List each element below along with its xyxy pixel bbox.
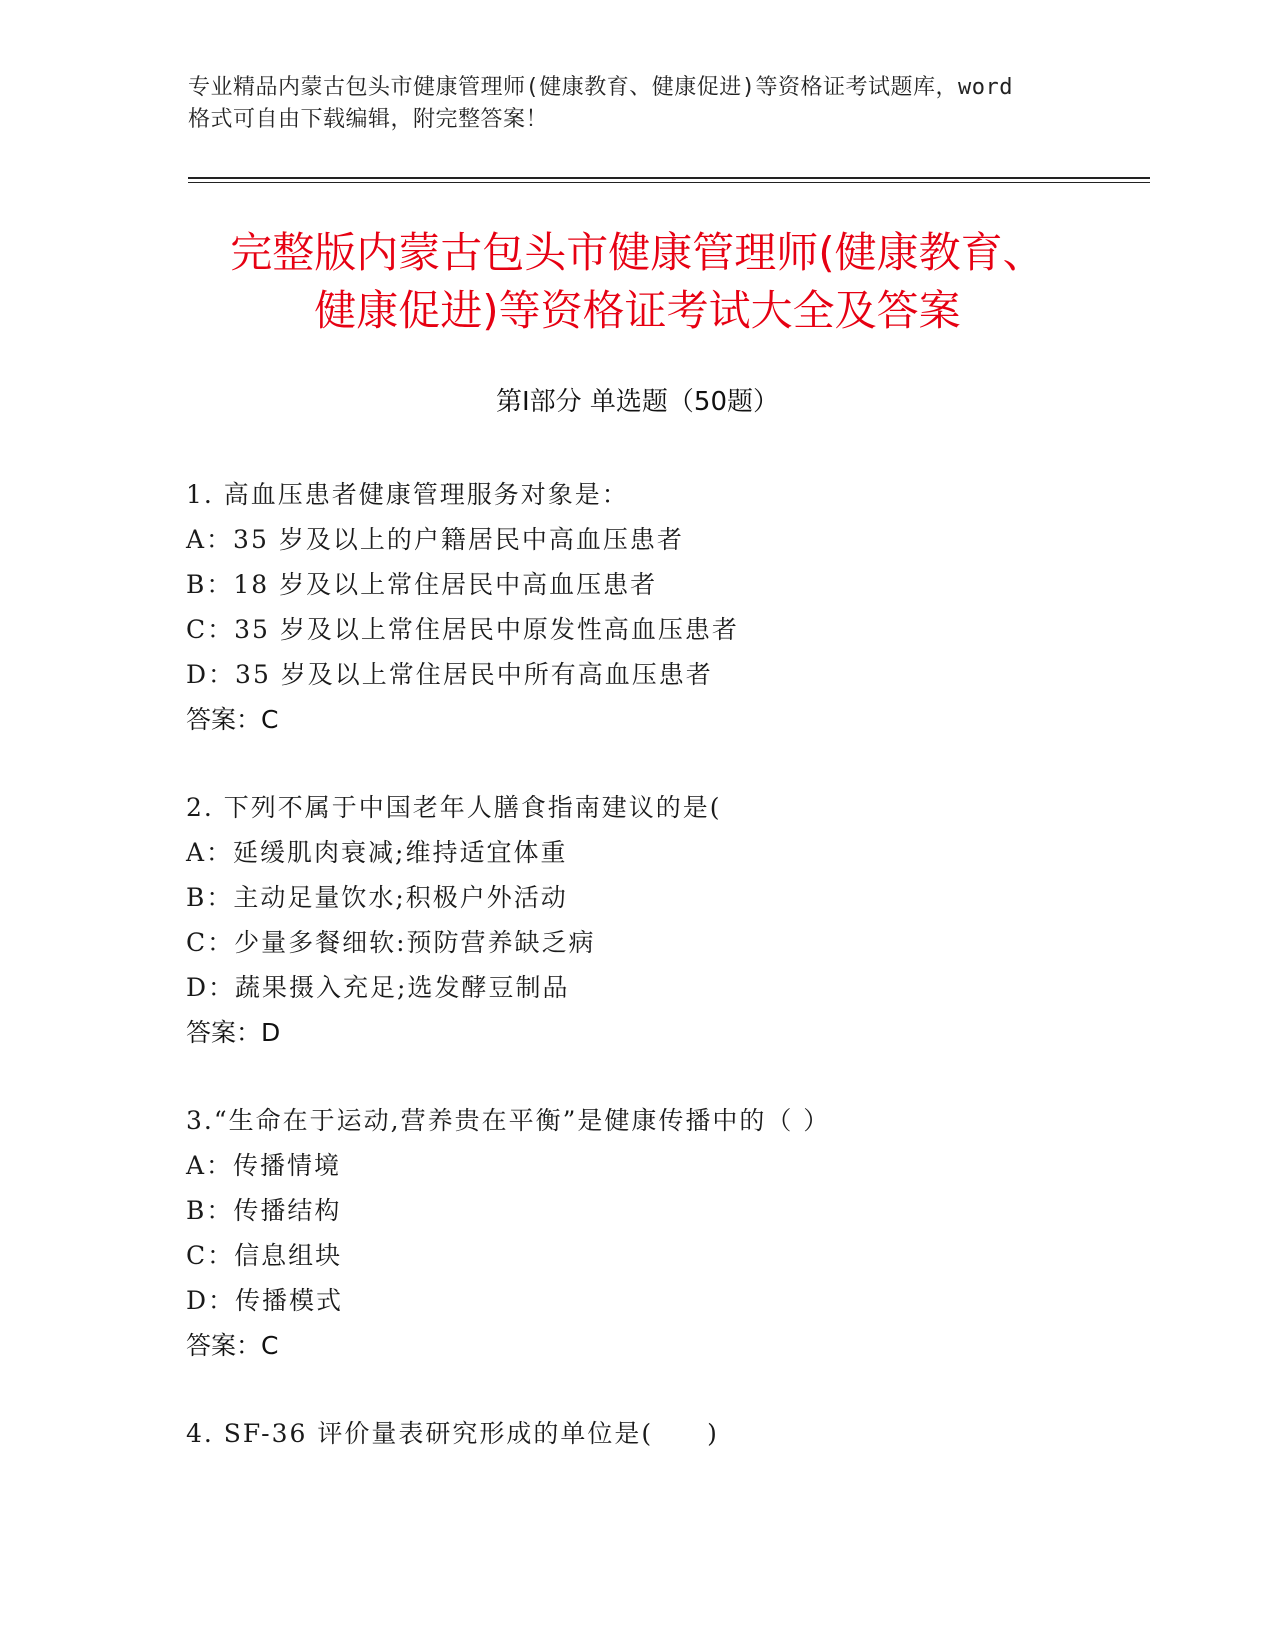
question-list bbox=[186, 472, 1186, 1499]
option-b: B：18 岁及以上常住居民中高血压患者 bbox=[186, 570, 658, 599]
section-title: 第Ⅰ部分 单选题（50题） bbox=[495, 387, 780, 417]
question-stem: 1. 高血压患者健康管理服务对象是： bbox=[186, 480, 629, 509]
option-d: D：传播模式 bbox=[186, 1286, 344, 1315]
option-c: C：少量多餐细软:预防营养缺乏病 bbox=[186, 928, 596, 957]
answer: 答案：C bbox=[186, 1331, 279, 1360]
header-note-line-1: 专业精品内蒙古包头市健康管理师(健康教育、健康促进)等资格证考试题库，word bbox=[188, 75, 1013, 100]
option-a: A：35 岁及以上的户籍居民中高血压患者 bbox=[186, 525, 684, 554]
option-d: D：蔬果摄入充足;选发酵豆制品 bbox=[186, 973, 570, 1002]
question-stem: 2. 下列不属于中国老年人膳食指南建议的是( bbox=[186, 793, 722, 822]
option-c: C：信息组块 bbox=[186, 1241, 343, 1270]
header-divider-thick bbox=[188, 177, 1150, 179]
question-4 bbox=[186, 1411, 1186, 1456]
answer: 答案：D bbox=[186, 1018, 281, 1047]
question-3 bbox=[186, 1098, 1186, 1368]
option-c: C：35 岁及以上常住居民中原发性高血压患者 bbox=[186, 615, 739, 644]
question-2 bbox=[186, 785, 1186, 1055]
option-b: B：主动足量饮水;积极户外活动 bbox=[186, 883, 568, 912]
header-note-line-2: 格式可自由下载编辑，附完整答案！ bbox=[188, 107, 549, 132]
question-1 bbox=[186, 472, 1186, 742]
question-stem: 4. SF-36 评价量表研究形成的单位是( ) bbox=[186, 1419, 719, 1448]
document-title-line-2: 健康促进)等资格证考试大全及答案 bbox=[314, 286, 961, 335]
header-divider-thin bbox=[188, 182, 1150, 183]
header-note bbox=[188, 72, 1088, 136]
answer: 答案：C bbox=[186, 705, 279, 734]
option-b: B：传播结构 bbox=[186, 1196, 342, 1225]
document-title-line-1: 完整版内蒙古包头市健康管理师(健康教育、 bbox=[230, 228, 1045, 277]
option-a: A：延缓肌肉衰减;维持适宜体重 bbox=[186, 838, 568, 867]
document-title bbox=[140, 224, 1135, 340]
option-d: D：35 岁及以上常住居民中所有高血压患者 bbox=[186, 660, 713, 689]
question-stem: 3.“生命在于运动,营养贵在平衡”是健康传播中的（ ） bbox=[186, 1106, 831, 1135]
option-a: A：传播情境 bbox=[186, 1151, 342, 1180]
